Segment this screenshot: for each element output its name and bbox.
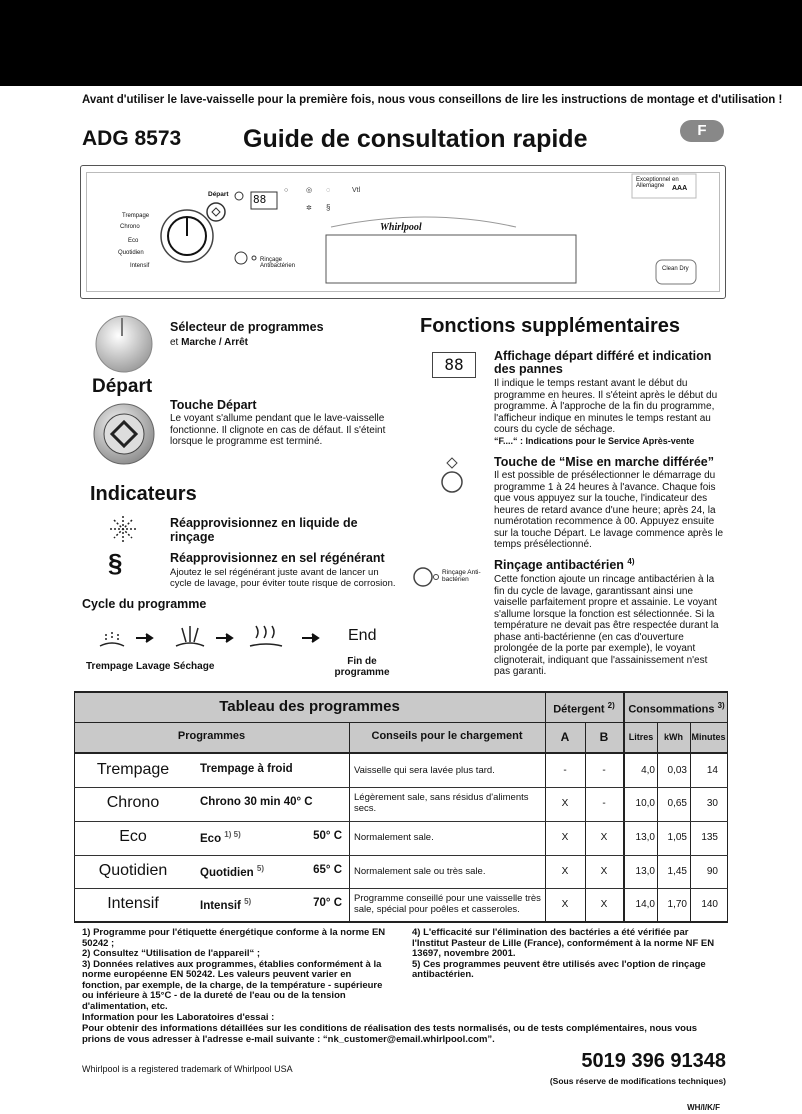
- rincage-title: Rinçage antibactérien $^{4)}$: [494, 557, 635, 573]
- depart-icon-label: Départ: [92, 376, 153, 397]
- touche-depart-text: Le voyant s'allume pendant que le lave-vaisselle fonctionne. Il clignote en cas de défaut. Il s'éteint lorsque le programme est terminé.: [170, 413, 386, 447]
- trademark: Whirlpool is a registered trademark of Whirlpool USA: [82, 1064, 293, 1074]
- col-minutes: Minutes: [691, 732, 726, 742]
- row-divider: [74, 787, 728, 788]
- affichage-title: Affichage départ différé et indication des pannes: [494, 349, 712, 376]
- model-number: ADG 8573: [82, 127, 182, 150]
- language-codes: WH/I/K/F: [687, 1103, 720, 1112]
- fonctions-heading: Fonctions supplémentaires: [420, 315, 681, 337]
- program-temperature: 50° C: [313, 830, 342, 842]
- minutes-value: 30: [706, 798, 718, 809]
- program-icon-label: Intensif: [107, 894, 159, 912]
- language-badge: F: [680, 120, 724, 142]
- clean-dry-badge: [656, 260, 696, 284]
- litres-value: 14,0: [635, 898, 655, 910]
- program-temperature: 65° C: [313, 863, 342, 876]
- detergent-b: X: [600, 865, 608, 877]
- col-programmes: Programmes: [177, 730, 246, 742]
- program-advice: Programme conseillé pour une vaisselle très sale, spécial pour poêles et casseroles.: [354, 892, 541, 915]
- affichage-text: Il indique le temps restant avant le début du programme en heures. Il s'éteint après le début du programme. À l'approche de la fin du programme, l'afficheur indique en minutes le temps restant au cours du cycle de séchage.: [494, 378, 718, 435]
- panel-prog-4: Intensif: [130, 263, 150, 269]
- panel-brand: Whirlpool: [380, 222, 422, 233]
- litres-value: 13,0: [635, 865, 655, 877]
- arrow-icon: [216, 634, 232, 642]
- footnotes-left: 1) Programme pour l'étiquette énergétique conforme à la norme EN 50242 ; 2) Consultez “Utilisation de l'appareil“ ; 3) Données relatives aux programmes, établies conformément à la norme européenne EN 50242. Les valeurs peuvent varier en fonction, par exemple, de la charge, de la température - supérieure ou inférieure à 15°C - de la dureté de l'eau ou de la tension d'alimentation, etc.: [82, 927, 386, 1012]
- program-icon-label: Eco: [119, 828, 147, 845]
- end-label: Fin de programme: [334, 656, 390, 678]
- detergent-a: X: [561, 832, 569, 843]
- row-divider: [74, 821, 728, 822]
- cycle-diagram: [96, 620, 386, 656]
- program-advice: Légèrement sale, sans résidus d'aliments secs.: [354, 792, 529, 814]
- detergent-b: -: [602, 798, 606, 809]
- arrow-icon: [302, 634, 318, 642]
- svg-text:§: §: [326, 203, 331, 212]
- program-icon-label: Trempage: [96, 760, 170, 778]
- kwh-value: 1,45: [667, 865, 687, 877]
- program-icon-label: Quotidien: [98, 861, 168, 879]
- top-black-band: [0, 0, 802, 86]
- rincage-button: [235, 252, 247, 264]
- delay-start-button-icon: [438, 456, 466, 496]
- rincage-button-icon: [412, 566, 440, 588]
- selector-title: Sélecteur de programmes: [170, 320, 324, 334]
- panel-prog-1: Chrono: [120, 224, 140, 230]
- program-name: Trempage à froid: [200, 762, 293, 775]
- svg-text:Vtl: Vtl: [352, 187, 361, 194]
- arrow-icon: [136, 634, 152, 642]
- program-advice: Vaisselle qui sera lavée plus tard.: [354, 764, 495, 776]
- minutes-value: 135: [701, 832, 718, 843]
- affichage-note: “F....“ : Indications pour le Service Après-vente: [494, 436, 695, 446]
- panel-badge-rating: AAA: [672, 185, 688, 192]
- delay-display-icon: 88: [432, 352, 476, 378]
- depart-button: [207, 203, 225, 221]
- detergent-a: X: [561, 865, 569, 877]
- svg-text:◌: ◌: [326, 187, 331, 194]
- delay-button: [235, 192, 243, 200]
- detergent-b: X: [600, 832, 608, 843]
- program-name: Quotidien $^{5)}$: [200, 863, 264, 879]
- minutes-value: 140: [701, 898, 718, 910]
- detergent-a: X: [561, 898, 569, 910]
- salt-icon: §: [108, 548, 123, 578]
- program-icon-label: Chrono: [106, 794, 160, 811]
- panel-depart-label: Départ: [208, 191, 229, 198]
- program-advice: Normalement sale.: [354, 832, 434, 843]
- end-icon: End: [348, 627, 377, 644]
- detergent-a: -: [563, 764, 567, 776]
- litres-value: 10,0: [635, 798, 655, 809]
- soak-icon: [100, 632, 124, 646]
- depart-button-icon: [92, 402, 158, 466]
- svg-text:◎: ◎: [306, 187, 313, 194]
- reserve-note: (Sous réserve de modifications techniques): [549, 1076, 726, 1086]
- intro-warning: Avant d'utiliser le lave-vaisselle pour la première fois, nous vous conseillons de lire les instructions de montage et d'utilisation !: [82, 94, 783, 106]
- rincage-icon-label: Rinçage Anti-bactérien: [442, 569, 481, 583]
- row-divider: [74, 888, 728, 889]
- document-code: 5019 396 91348: [581, 1050, 726, 1072]
- col-litres: Litres: [628, 732, 654, 742]
- kwh-value: 1,05: [667, 832, 687, 843]
- panel-prog-0: Trempage: [122, 213, 150, 219]
- col-b: B: [599, 730, 609, 744]
- cycle-steps-labels: Trempage Lavage Séchage: [86, 661, 215, 672]
- panel-display-digits: 88: [253, 193, 267, 206]
- detergent-b: X: [600, 898, 608, 910]
- col-kwh: kWh: [664, 732, 683, 742]
- door-handle: [326, 235, 576, 283]
- litres-value: 13,0: [635, 832, 655, 843]
- selector-subtitle: et Marche / Arrêt: [170, 337, 248, 348]
- detergent-b: -: [602, 764, 606, 776]
- program-name: Chrono 30 min 40° C: [200, 796, 313, 808]
- mise-en-marche-title: Touche de “Mise en marche différée”: [494, 455, 714, 469]
- minutes-value: 90: [706, 865, 718, 877]
- kwh-value: 1,70: [667, 898, 687, 910]
- footnotes-right: 4) L'efficacité sur l'élimination des bactéries a été vérifiée par l'Institut Pasteur de Lille (France), conformément à la norme NF EN 13697, novembre 2001. 5) Ces programmes peuvent être utilisés avec l'option de rinçage antibactérien.: [412, 927, 715, 980]
- wash-icon: [176, 626, 204, 646]
- program-advice: Normalement sale ou très sale.: [354, 865, 486, 877]
- cycle-title: Cycle du programme: [82, 597, 207, 611]
- mise-en-marche-text: Il est possible de présélectionner le démarrage du programme 1 à 24 heures à l'avance. Chaque fois que vous appuyez sur la touche, l'indicateur des heures de retard avance d'une heure; après 24, la numérotation recommence à 00. Appuyez ensuite sur la touche Départ. Le lavage commence après le temps présélectionné.: [494, 470, 724, 550]
- svg-text:✲: ✲: [306, 205, 312, 212]
- table-title: Tableau des programmes: [219, 698, 400, 715]
- minutes-value: 14: [706, 764, 718, 776]
- rincage-text: Cette fonction ajoute un rincage antibactérien à la fin du cycle de lavage, garantissant ainsi une vaiselle parfaitement propre et assainie. Le voyant s'allume lorsque la fonction est sélectionnée. Si la température ne devait pas être respectée durant la phase anti-bactérienne (en cas d'ouverture prolongée de la porte par exemple), le voyant clignoterait, indiquant que l'assainissement n'est pas garanti.: [494, 574, 719, 677]
- dry-icon: [250, 626, 282, 646]
- touche-depart-title: Touche Départ: [170, 398, 257, 412]
- salt-title: Réapprovisionnez en sel régénérant: [170, 551, 385, 565]
- rinse-aid-title: Réapprovisionnez en liquide de rinçage: [170, 516, 358, 544]
- panel-clean-label: Clean Dry: [662, 266, 689, 272]
- indicateurs-heading: Indicateurs: [90, 483, 197, 505]
- consommations-header: Consommations $^{3)}$: [628, 701, 725, 716]
- kwh-value: 0,03: [667, 764, 687, 776]
- salt-text: Ajoutez le sel régénérant juste avant de lancer un cycle de lavage, pour éviter toute risque de corrosion.: [170, 567, 396, 589]
- litres-value: 4,0: [641, 764, 655, 776]
- page-title: Guide de consultation rapide: [243, 125, 588, 153]
- col-conseils: Conseils pour le chargement: [371, 730, 523, 742]
- detergent-a: X: [561, 798, 569, 809]
- panel-rincage-label: Rinçage Antibactérien: [260, 257, 296, 269]
- panel-prog-2: Eco: [128, 238, 139, 244]
- kwh-value: 0,65: [667, 798, 687, 809]
- labo-text: Pour obtenir des informations détaillées sur les conditions de réalisation des tests normalisés, ou de tests complémentaires, nous vous prions de vous adresser à l'adresse e-mail suivante : “nk_customer@email.whirlpool.com”.: [82, 1023, 698, 1045]
- panel-prog-3: Quotidien: [118, 250, 144, 256]
- detergent-header: Détergent $^{2)}$: [553, 701, 615, 716]
- col-a: A: [560, 730, 570, 744]
- rinse-aid-icon: [108, 514, 138, 544]
- program-name: Intensif $^{5)}$: [200, 896, 252, 912]
- labo-title: Information pour les Laboratoires d'essai :: [82, 1012, 275, 1023]
- selector-knob-icon: [92, 314, 160, 374]
- panel-badge-label: Exceptionnel en Allemagne: [636, 177, 679, 189]
- program-temperature: 70° C: [313, 896, 342, 909]
- svg-text:○: ○: [284, 187, 289, 194]
- program-name: Eco $^{1) 5)}$: [200, 830, 241, 845]
- row-divider: [74, 855, 728, 856]
